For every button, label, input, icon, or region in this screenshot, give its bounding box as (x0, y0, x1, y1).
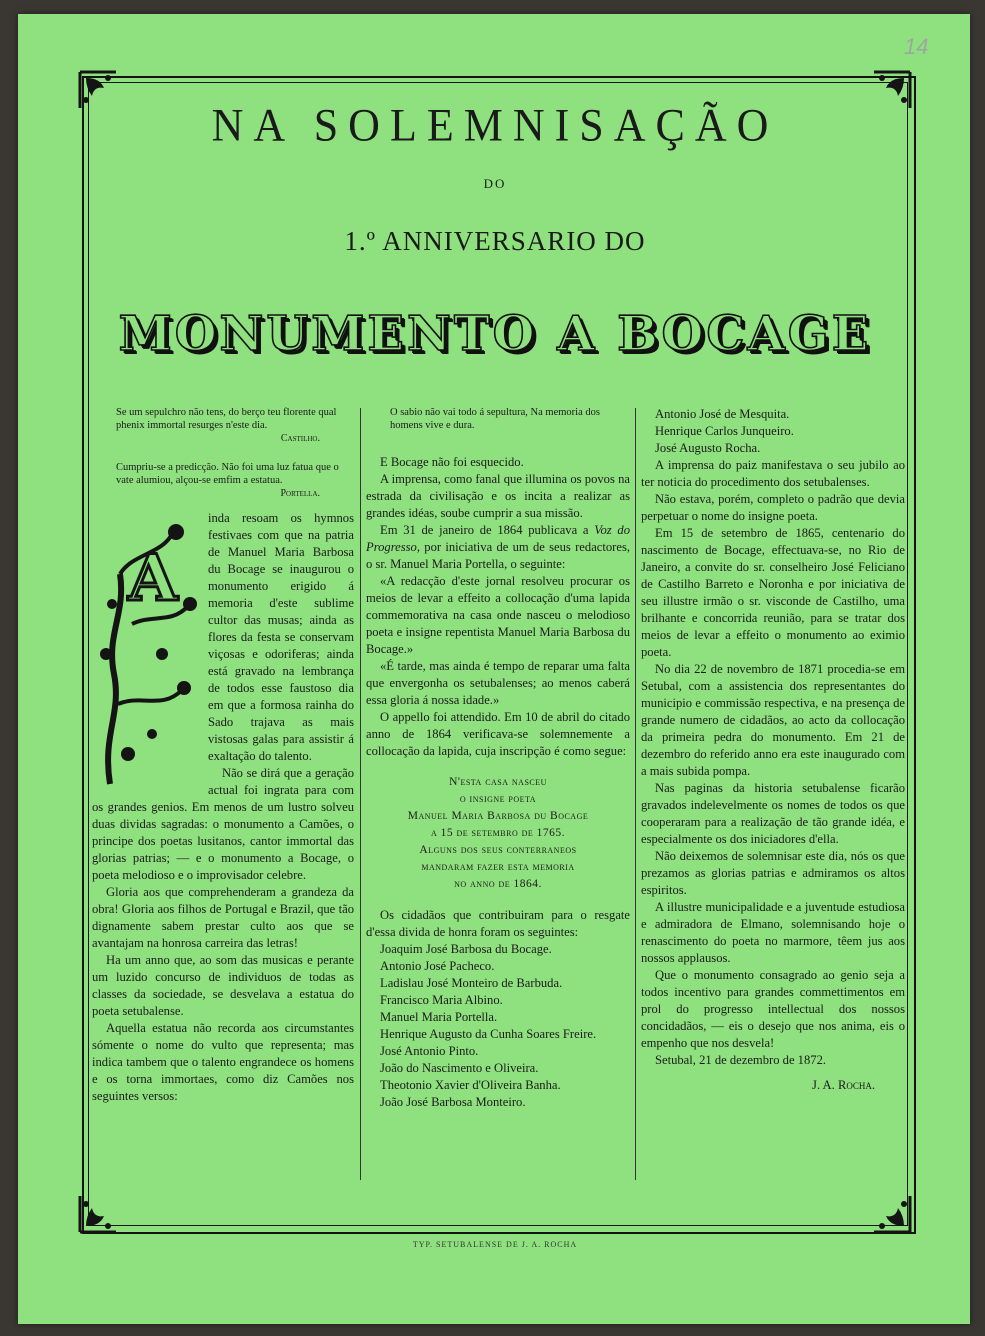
epigraph-portella (92, 461, 354, 500)
column-divider (360, 408, 361, 1180)
paragraph: E Bocage não foi esquecido. (380, 455, 524, 469)
epigraph-text: Cumpriu-se a predicção. Não foi uma luz fatua que o vate alumiou, alçou-se emfim a estatua. (116, 462, 339, 486)
contributor-name: Joaquim José Barbosa du Bocage. (380, 942, 552, 956)
inscription-line: no anno de 1864. (454, 878, 542, 890)
paragraph: Os cidadãos que contribuiram para o resgate d'essa divida de honra foram os seguintes: (366, 908, 630, 939)
inscription-line: mandaram fazer esta memoria (421, 861, 575, 873)
title-line-2: DO (483, 176, 507, 191)
epigraph-text: Se um sepulchro não tens, do berço teu florente qual phenix immortal resurges n'este dia. (116, 407, 337, 431)
pencil-note: 14 (904, 34, 929, 59)
paragraph: A illustre municipalidade e a juventude estudiosa e admiradora de Elmano, solemnisando hoje o renascimento do poeta no marmore, têem jus aos nossos applausos. (641, 900, 905, 965)
newspaper-title: Voz do Progresso, (366, 523, 630, 554)
epigraph-author: Castilho. (280, 433, 320, 444)
column-divider (635, 408, 636, 1180)
contributor-name: Theotonio Xavier d'Oliveira Banha. (380, 1078, 561, 1092)
paragraph: Gloria aos que comprehenderam a grandeza da obra! Gloria aos filhos de Portugal e Brazil, que tão dignamente sabem prestar culto aos que se avantajam na honrosa carreira das letras! (92, 885, 354, 950)
paragraph: inda resoam os hymnos festivaes com que na patria de Manuel Maria Barbosa du Bocage se inaugurou o monumento erigido á memoria d'este sublime cultor das musas; ainda as flores da festa se conservam viçosas e odoriferas; ainda está gravado na lembrança de todos esse faustoso dia em que a formosa rainha do Sado trajava as mais vistosas galas para assistir á exaltação do talento. (208, 511, 354, 763)
contributor-name: Francisco Maria Albino. (380, 993, 503, 1007)
inscription-line: Manuel Maria Barbosa du Bocage (407, 810, 589, 822)
contributor-name: Antonio José Pacheco. (380, 959, 495, 973)
column-2 (366, 406, 630, 1111)
corner-ornament-icon (76, 1190, 122, 1236)
epigraph-author: Portella. (280, 488, 320, 499)
contributor-name: Manuel Maria Portella. (380, 1010, 498, 1024)
dropcap-vine-ornament-icon (92, 514, 202, 786)
column-1 (92, 406, 354, 1105)
epigraph-castilho (92, 406, 354, 445)
paragraph: A imprensa, como fanal que illumina os povos na estrada da civilisação e os incita a realizar as grandes idéas, soube cumprir a sua missão. (366, 472, 630, 520)
paragraph (366, 522, 630, 573)
column-3 (641, 406, 905, 1094)
text-run: Em 31 de janeiro de 1864 publicava a (380, 523, 589, 537)
quote: «É tarde, mas ainda é tempo de reparar uma falta que envergonha os setubalenses; ao menos caberá essa gloria á nossa idade.» (366, 659, 630, 707)
paragraph: Ha um anno que, ao som das musicas e perante um luzido concurso de individuos de todas as classes da sociedade, se desvelava a estatua do poeta setubalense. (92, 953, 354, 1018)
signature: J. A. Rocha. (812, 1078, 875, 1092)
contributor-name: João José Barbosa Monteiro. (380, 1095, 526, 1109)
epigraph-text: O sabio não vai todo á sepultura, Na memoria dos homens vive e dura. (390, 407, 600, 431)
paragraph: A imprensa do paiz manifestava o seu jubilo ao ter noticia do procedimento dos setubalenses. (641, 458, 905, 489)
title-line-1: NA SOLEMNISAÇÃO (211, 99, 779, 152)
paragraph: Que o monumento consagrado ao genio seja a todos incentivo para grandes commettimentos em prol do progresso intellectual dos nossos concidadãos, — eis o desejo que nos anima, eis o empenho que nos desvela! (641, 968, 905, 1050)
dateline: Setubal, 21 de dezembro de 1872. (655, 1053, 827, 1067)
paragraph: Não estava, porém, completo o padrão que devia perpetuar o nome do insigne poeta. (641, 492, 905, 523)
contributor-name: Henrique Carlos Junqueiro. (655, 424, 794, 438)
paragraph: Não se dirá que a geração actual foi ingrata para com os grandes genios. Em menos de um lustro solveu duas dividas sagradas: o monumento a Camões, o principe dos poetas lusitanos, cantor immortal das glorias patrias; — e o monumento a Bocage, o poeta melodioso e o improvisador celebre. (92, 766, 354, 882)
paragraph: Aquella estatua não recorda aos circumstantes sómente o nome do vulto que representa; mas indica tambem que o talento engrandece os homens e os torna immortaes, como diz Camões nos seguintes versos: (92, 1021, 354, 1103)
paragraph: O appello foi attendido. Em 10 de abril do citado anno de 1864 verificava-se solemnemente a collocação da lapida, cuja inscripção é como segue: (366, 710, 630, 758)
contributors-list-continued (641, 406, 905, 457)
paragraph: No dia 22 de novembro de 1871 procedia-se em Setubal, com a assistencia dos representantes do municipio e commissão respectiva, e na presença de grande numero de cidadãos, ao acto da collocação da primeira pedra do monumento. Em 21 de dezembro do referido anno era este inaugurado com a mais subida pompa. (641, 662, 905, 778)
inscription-line: N'esta casa nasceu (449, 776, 547, 788)
contributor-name: Ladislau José Monteiro de Barbuda. (380, 976, 563, 990)
dropcap-letter: A (128, 541, 178, 616)
corner-ornament-icon (868, 1190, 914, 1236)
inscription-line: a 15 de setembro de 1765. (430, 827, 566, 839)
paragraph: Não deixemos de solemnisar este dia, nós os que prezamos as glorias patrias e admiramos os altos espiritos. (641, 849, 905, 897)
contributor-name: Henrique Augusto da Cunha Soares Freire. (380, 1027, 597, 1041)
contributor-name: José Antonio Pinto. (380, 1044, 479, 1058)
inscription-line: o insigne poeta (459, 793, 537, 805)
inscription (366, 774, 630, 893)
contributors-list (366, 941, 630, 1111)
title-line-3: 1.º ANNIVERSARIO DO (344, 226, 646, 256)
inscription-line: Alguns dos seus conterraneos (419, 844, 577, 856)
contributor-name: José Augusto Rocha. (655, 441, 761, 455)
main-title: MONUMENTO A BOCAGE (118, 306, 872, 362)
paragraph: Em 15 de setembro de 1865, centenario do nascimento de Bocage, effectuava-se, no Rio de Janeiro, a convite do sr. conselheiro José Feliciano de Castilho Barreto e Noronha e por iniciativa de seu illustre irmão o sr. visconde de Castilho, uma brilhante e concorrida reunião, para se tratar dos meios de levar a effeito o monumento ao eximio poeta. (641, 526, 905, 659)
text-run: por iniciativa de um de seus redactores, o sr. Manuel Maria Portella, o seguinte: (366, 540, 630, 571)
printer-imprint: TYP. SETUBALENSE DE J. A. ROCHA (412, 1240, 578, 1249)
paragraph: Nas paginas da historia setubalense ficarão gravados indelevelmente os nomes de todos os que cooperaram para a realização de tão grande idéa, e especialmente os dos iniciadores d'ella. (641, 781, 905, 846)
contributor-name: João do Nascimento e Oliveira. (380, 1061, 539, 1075)
quote: «A redacção d'este jornal resolveu procurar os meios de levar a effeito a collocação d'uma lapida commemorativa na casa onde nasceu o melodioso poeta e insigne repentista Manuel Maria Barbosa du Bocage.» (366, 574, 630, 656)
epigraph-sabio (366, 406, 630, 432)
contributor-name: Antonio José de Mesquita. (655, 407, 790, 421)
